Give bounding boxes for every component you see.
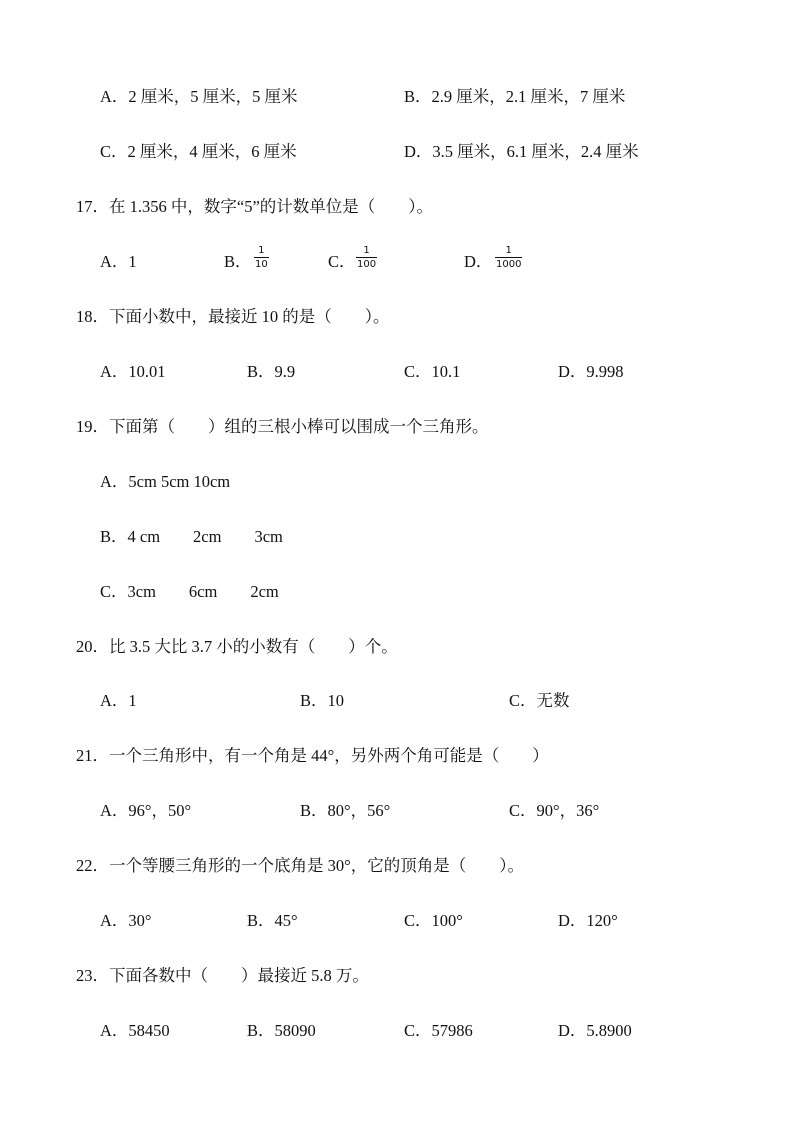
q21-stem: 21．一个三角形中，有一个角是 44°，另外两个角可能是（ ） xyxy=(76,746,549,765)
q20-option-a: A．1 xyxy=(100,691,137,710)
q22-stem: 22．一个等腰三角形的一个底角是 30°，它的顶角是（ ）。 xyxy=(76,856,524,875)
q23-stem: 23．下面各数中（ ）最接近 5.8 万。 xyxy=(76,966,369,985)
q18-stem: 18．下面小数中，最接近 10 的是（ ）。 xyxy=(76,307,390,326)
q17-b-denominator: 10 xyxy=(255,259,268,270)
q19-option-b: B．4 cm 2cm 3cm xyxy=(100,527,283,546)
q22-option-d: D．120° xyxy=(558,911,618,930)
q17-option-b-fraction xyxy=(254,245,269,270)
q19-option-c: C．3cm 6cm 2cm xyxy=(100,582,279,601)
q17-d-denominator: 1000 xyxy=(496,259,522,270)
q20-stem: 20．比 3.5 大比 3.7 小的小数有（ ）个。 xyxy=(76,637,398,656)
q17-option-b-label: B． xyxy=(224,252,252,271)
q17-c-denominator: 100 xyxy=(357,259,377,270)
fraction-bar xyxy=(495,257,522,258)
q23-option-c: C．57986 xyxy=(404,1021,473,1040)
q21-option-c: C．90°，36° xyxy=(509,801,600,820)
q17-option-d-fraction xyxy=(495,245,522,270)
q21-option-a: A．96°，50° xyxy=(100,801,192,820)
q23-option-d: D．5.8900 xyxy=(558,1021,632,1040)
q21-option-b: B．80°，56° xyxy=(300,801,391,820)
q17-d-numerator: 1 xyxy=(505,245,512,256)
q17-option-a: A．1 xyxy=(100,252,137,271)
q17-stem: 17．在 1.356 中，数字“5”的计数单位是（ ）。 xyxy=(76,197,434,216)
q17-option-d-label: D． xyxy=(464,252,493,271)
q22-option-a: A．30° xyxy=(100,911,152,930)
q20-option-b: B．10 xyxy=(300,691,345,710)
q16-option-b: B．2.9 厘米，2.1 厘米，7 厘米 xyxy=(404,87,626,106)
q22-option-b: B．45° xyxy=(247,911,298,930)
q23-option-b: B．58090 xyxy=(247,1021,316,1040)
q16-option-a: A．2 厘米，5 厘米，5 厘米 xyxy=(100,87,298,106)
q17-option-c-label: C． xyxy=(328,252,356,271)
q19-stem: 19．下面第（ ）组的三根小棒可以围成一个三角形。 xyxy=(76,417,489,436)
q18-option-c: C．10.1 xyxy=(404,362,461,381)
q17-c-numerator: 1 xyxy=(363,245,370,256)
q18-option-a: A．10.01 xyxy=(100,362,166,381)
q17-option-c-fraction xyxy=(356,245,377,270)
q19-option-a: A．5cm 5cm 10cm xyxy=(100,472,231,491)
q16-option-d: D．3.5 厘米，6.1 厘米，2.4 厘米 xyxy=(404,142,639,161)
q16-option-c: C．2 厘米，4 厘米，6 厘米 xyxy=(100,142,297,161)
q18-option-b: B．9.9 xyxy=(247,362,296,381)
fraction-bar xyxy=(254,257,269,258)
q18-option-d: D．9.998 xyxy=(558,362,624,381)
fraction-bar xyxy=(356,257,377,258)
q20-option-c: C．无数 xyxy=(509,691,570,710)
q23-option-a: A．58450 xyxy=(100,1021,170,1040)
q22-option-c: C．100° xyxy=(404,911,463,930)
q17-b-numerator: 1 xyxy=(258,245,265,256)
